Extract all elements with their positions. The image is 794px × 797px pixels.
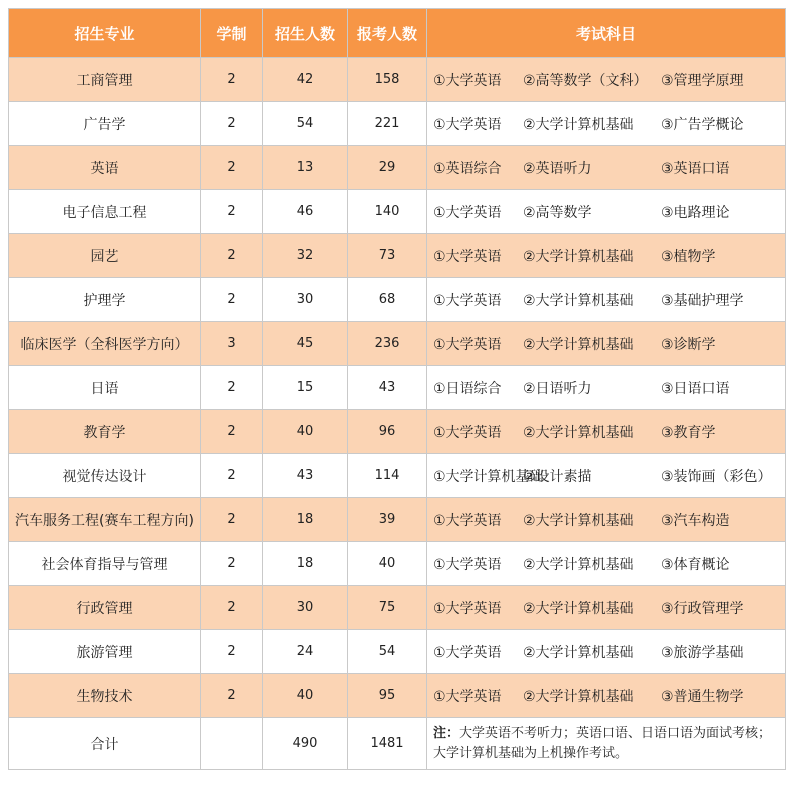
subject-s2: ②大学计算机基础 xyxy=(523,600,634,617)
enroll-cell: 40 xyxy=(263,674,348,718)
applicants-cell: 54 xyxy=(348,630,427,674)
enroll-cell: 24 xyxy=(263,630,348,674)
years-cell: 2 xyxy=(201,234,263,278)
applicants-cell: 29 xyxy=(348,146,427,190)
subjects-cell xyxy=(427,190,786,234)
subjects-cell xyxy=(427,366,786,410)
table-row xyxy=(9,102,786,146)
note-label: 注： xyxy=(433,725,460,741)
enroll-cell: 30 xyxy=(263,586,348,630)
applicants-cell: 114 xyxy=(348,454,427,498)
subject-s2: ②大学计算机基础 xyxy=(523,512,634,529)
enroll-cell: 15 xyxy=(263,366,348,410)
subject-s1: ①大学英语 xyxy=(433,292,502,309)
major-cell: 生物技术 xyxy=(9,674,201,718)
years-cell: 2 xyxy=(201,366,263,410)
subject-s1: ①大学英语 xyxy=(433,600,502,617)
major-cell: 社会体育指导与管理 xyxy=(9,542,201,586)
subjects-cell xyxy=(427,102,786,146)
major-cell: 广告学 xyxy=(9,102,201,146)
subject-s3: ③体育概论 xyxy=(661,556,730,573)
applicants-cell: 39 xyxy=(348,498,427,542)
note-text: 大学英语不考听力；英语口语、日语口语为面试考核；大学计算机基础为上机操作考试。 xyxy=(433,725,772,761)
subjects-cell xyxy=(427,674,786,718)
years-cell: 2 xyxy=(201,630,263,674)
subject-s2: ②英语听力 xyxy=(523,160,592,177)
major-cell: 旅游管理 xyxy=(9,630,201,674)
total-applicants: 1481 xyxy=(348,718,427,770)
applicants-cell: 140 xyxy=(348,190,427,234)
enroll-cell: 45 xyxy=(263,322,348,366)
subject-s2: ②大学计算机基础 xyxy=(523,424,634,441)
subject-s1: ①大学英语 xyxy=(433,72,502,89)
subjects-cell xyxy=(427,586,786,630)
major-cell: 电子信息工程 xyxy=(9,190,201,234)
enroll-cell: 54 xyxy=(263,102,348,146)
subject-s3: ③植物学 xyxy=(661,248,716,265)
header-years: 学制 xyxy=(201,9,263,58)
admissions-table-container xyxy=(8,8,785,770)
table-row xyxy=(9,146,786,190)
years-cell: 2 xyxy=(201,542,263,586)
subject-s3: ③旅游学基础 xyxy=(661,644,744,661)
subject-s3: ③行政管理学 xyxy=(661,600,744,617)
subject-s1: ①日语综合 xyxy=(433,380,502,397)
enroll-cell: 18 xyxy=(263,498,348,542)
subject-s3: ③日语口语 xyxy=(661,380,730,397)
subject-s1: ①大学计算机基础 xyxy=(433,468,544,485)
major-cell: 行政管理 xyxy=(9,586,201,630)
total-label: 合计 xyxy=(9,718,201,770)
subject-s2: ②大学计算机基础 xyxy=(523,336,634,353)
subject-s2: ②大学计算机基础 xyxy=(523,644,634,661)
major-cell: 护理学 xyxy=(9,278,201,322)
subject-s2: ②大学计算机基础 xyxy=(523,688,634,705)
header-enroll: 招生人数 xyxy=(263,9,348,58)
subjects-cell xyxy=(427,322,786,366)
applicants-cell: 68 xyxy=(348,278,427,322)
subject-s2: ②大学计算机基础 xyxy=(523,248,634,265)
total-note xyxy=(427,718,786,770)
enroll-cell: 30 xyxy=(263,278,348,322)
subjects-cell xyxy=(427,410,786,454)
subjects-cell xyxy=(427,454,786,498)
years-cell: 2 xyxy=(201,498,263,542)
major-cell: 英语 xyxy=(9,146,201,190)
table-row xyxy=(9,190,786,234)
years-cell: 2 xyxy=(201,410,263,454)
applicants-cell: 96 xyxy=(348,410,427,454)
subject-s1: ①大学英语 xyxy=(433,248,502,265)
subject-s2: ②大学计算机基础 xyxy=(523,556,634,573)
subject-s1: ①大学英语 xyxy=(433,336,502,353)
header-major: 招生专业 xyxy=(9,9,201,58)
total-enroll: 490 xyxy=(263,718,348,770)
subject-s3: ③英语口语 xyxy=(661,160,730,177)
subjects-cell xyxy=(427,630,786,674)
applicants-cell: 43 xyxy=(348,366,427,410)
subject-s3: ③诊断学 xyxy=(661,336,716,353)
years-cell: 2 xyxy=(201,190,263,234)
major-cell: 园艺 xyxy=(9,234,201,278)
subjects-cell xyxy=(427,146,786,190)
years-cell: 2 xyxy=(201,278,263,322)
table-row xyxy=(9,322,786,366)
table-row xyxy=(9,58,786,102)
table-row xyxy=(9,630,786,674)
enroll-cell: 43 xyxy=(263,454,348,498)
subject-s1: ①大学英语 xyxy=(433,512,502,529)
enroll-cell: 46 xyxy=(263,190,348,234)
header-subjects: 考试科目 xyxy=(427,9,786,58)
enroll-cell: 32 xyxy=(263,234,348,278)
admissions-table xyxy=(8,8,786,770)
subject-s2: ②设计素描 xyxy=(523,468,592,485)
subject-s2: ②大学计算机基础 xyxy=(523,116,634,133)
table-row xyxy=(9,234,786,278)
subject-s3: ③装饰画（彩色） xyxy=(661,468,772,485)
years-cell: 3 xyxy=(201,322,263,366)
major-cell: 临床医学（全科医学方向） xyxy=(9,322,201,366)
subject-s1: ①大学英语 xyxy=(433,204,502,221)
applicants-cell: 95 xyxy=(348,674,427,718)
subject-s1: ①大学英语 xyxy=(433,424,502,441)
subject-s1: ①英语综合 xyxy=(433,160,502,177)
table-row xyxy=(9,366,786,410)
applicants-cell: 221 xyxy=(348,102,427,146)
years-cell: 2 xyxy=(201,454,263,498)
table-header-row xyxy=(9,9,786,58)
years-cell: 2 xyxy=(201,586,263,630)
major-cell: 日语 xyxy=(9,366,201,410)
subject-s1: ①大学英语 xyxy=(433,556,502,573)
table-row xyxy=(9,278,786,322)
enroll-cell: 13 xyxy=(263,146,348,190)
subject-s3: ③广告学概论 xyxy=(661,116,744,133)
major-cell: 教育学 xyxy=(9,410,201,454)
total-years xyxy=(201,718,263,770)
subjects-cell xyxy=(427,278,786,322)
years-cell: 2 xyxy=(201,102,263,146)
applicants-cell: 158 xyxy=(348,58,427,102)
applicants-cell: 73 xyxy=(348,234,427,278)
subject-s1: ①大学英语 xyxy=(433,644,502,661)
table-row xyxy=(9,498,786,542)
enroll-cell: 18 xyxy=(263,542,348,586)
subject-s3: ③普通生物学 xyxy=(661,688,744,705)
total-row xyxy=(9,718,786,770)
subject-s3: ③教育学 xyxy=(661,424,716,441)
subject-s3: ③基础护理学 xyxy=(661,292,744,309)
table-row xyxy=(9,410,786,454)
subject-s2: ②日语听力 xyxy=(523,380,592,397)
table-row xyxy=(9,586,786,630)
subject-s3: ③电路理论 xyxy=(661,204,730,221)
subject-s3: ③管理学原理 xyxy=(661,72,744,89)
subjects-cell xyxy=(427,234,786,278)
subject-s1: ①大学英语 xyxy=(433,688,502,705)
enroll-cell: 42 xyxy=(263,58,348,102)
subject-s1: ①大学英语 xyxy=(433,116,502,133)
major-cell: 汽车服务工程(赛车工程方向) xyxy=(9,498,201,542)
subject-s2: ②高等数学 xyxy=(523,204,592,221)
subject-s2: ②大学计算机基础 xyxy=(523,292,634,309)
applicants-cell: 75 xyxy=(348,586,427,630)
header-applicants: 报考人数 xyxy=(348,9,427,58)
applicants-cell: 40 xyxy=(348,542,427,586)
years-cell: 2 xyxy=(201,146,263,190)
subject-s2: ②高等数学（文科） xyxy=(523,72,648,89)
applicants-cell: 236 xyxy=(348,322,427,366)
enroll-cell: 40 xyxy=(263,410,348,454)
table-row xyxy=(9,542,786,586)
years-cell: 2 xyxy=(201,58,263,102)
table-row xyxy=(9,674,786,718)
major-cell: 视觉传达设计 xyxy=(9,454,201,498)
subjects-cell xyxy=(427,542,786,586)
years-cell: 2 xyxy=(201,674,263,718)
subject-s3: ③汽车构造 xyxy=(661,512,730,529)
subjects-cell xyxy=(427,58,786,102)
subjects-cell xyxy=(427,498,786,542)
table-row xyxy=(9,454,786,498)
major-cell: 工商管理 xyxy=(9,58,201,102)
